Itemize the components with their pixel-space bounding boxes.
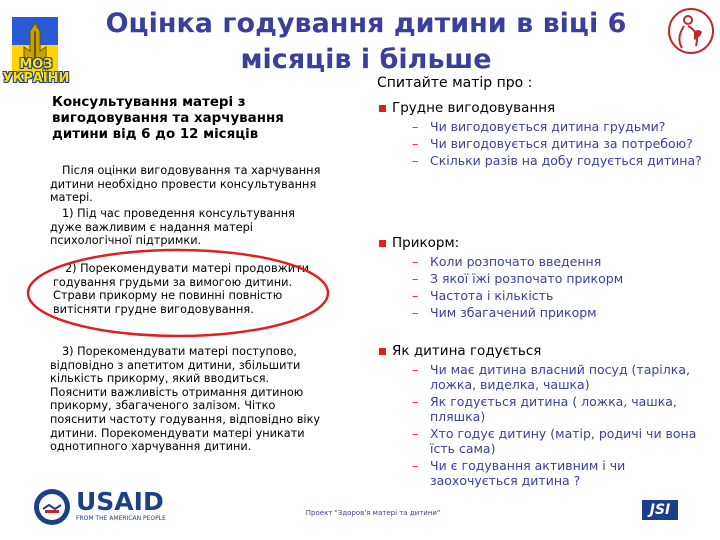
project-footer: Проект "Здоров'я матері та дитини" bbox=[305, 509, 441, 517]
dash-icon: – bbox=[412, 362, 419, 377]
usaid-seal-icon bbox=[33, 488, 71, 526]
dash-icon: – bbox=[412, 288, 419, 303]
section-title: Як дитина годується bbox=[392, 343, 542, 359]
list-item bbox=[392, 153, 712, 168]
list-item-text: Чи має дитина власний посуд (тарілка, ложка, виделка, чашка) bbox=[430, 362, 690, 392]
dash-icon: – bbox=[412, 153, 419, 168]
list-item-text: Чи вигодовується дитина грудьми? bbox=[430, 119, 666, 134]
mother-child-logo-icon bbox=[666, 6, 716, 56]
list-item bbox=[392, 271, 712, 286]
paragraph-3-text: 3) Порекомендувати матері поступово, відповідно з апетитом дитини, збільшити кількість прикорму, який вводиться. Пояснити важливість отримання дитиною прикорму, збагаченого залізом. Чітко пояснити частоту годування, відповідно віку дитини. Порекомендувати матері уникати однотипного харчування дитини. bbox=[50, 345, 321, 454]
right-heading: Спитайте матір про : bbox=[377, 75, 533, 91]
section-complementary-food bbox=[392, 235, 712, 320]
paragraph-1 bbox=[50, 207, 330, 248]
dash-icon: – bbox=[412, 271, 419, 286]
highlight-oval bbox=[24, 246, 332, 340]
list-item-text: Чи є годування активним і чи заохочується дитина ? bbox=[430, 458, 626, 488]
jsi-logo: JSI bbox=[642, 500, 678, 520]
dash-icon: – bbox=[412, 458, 419, 473]
square-bullet-icon bbox=[379, 105, 386, 112]
moz-label-line1: МОЗ bbox=[19, 57, 53, 72]
list-item bbox=[392, 458, 712, 488]
list-item-text: Чи вигодовується дитина за потребою? bbox=[430, 136, 693, 151]
list-item bbox=[392, 362, 712, 392]
moz-label bbox=[0, 58, 72, 86]
section-breastfeeding bbox=[392, 100, 712, 168]
list-item bbox=[392, 305, 712, 320]
list-item bbox=[392, 426, 712, 456]
dash-icon: – bbox=[412, 254, 419, 269]
dash-icon: – bbox=[412, 136, 419, 151]
usaid-logo-text: USAID bbox=[76, 487, 164, 516]
square-bullet-icon bbox=[379, 240, 386, 247]
square-bullet-icon bbox=[379, 348, 386, 355]
list-item bbox=[392, 254, 712, 269]
dash-icon: – bbox=[412, 119, 419, 134]
section-how-child-fed bbox=[392, 343, 712, 488]
list-item bbox=[392, 119, 712, 134]
list-item-text: Як годується дитина ( ложка, чашка, пляшка) bbox=[430, 394, 677, 424]
list-item-text: Чим збагачений прикорм bbox=[430, 305, 597, 320]
dash-icon: – bbox=[412, 305, 419, 320]
dash-icon: – bbox=[412, 426, 419, 441]
list-item-text: Скільки разів на добу годується дитина? bbox=[430, 153, 702, 168]
paragraph-intro bbox=[50, 164, 330, 205]
list-item-text: З якої їжі розпочато прикорм bbox=[430, 271, 624, 286]
paragraph-2-text: 2) Порекомендувати матері продовжити годування грудьми за вимогою дитини. Страви прикорму не повинні повністю витісняти грудне вигодовування. bbox=[53, 262, 310, 316]
list-item-text: Хто годує дитину (матір, родичі чи вона їсть сама) bbox=[430, 426, 697, 456]
page-title: Оцінка годування дитини в віці 6 місяців і більше bbox=[105, 8, 627, 75]
list-item-text: Коли розпочато введення bbox=[430, 254, 602, 269]
paragraph-3 bbox=[50, 345, 325, 454]
list-item-text: Частота і кількість bbox=[430, 288, 554, 303]
list-item bbox=[392, 288, 712, 303]
usaid-tagline: FROM THE AMERICAN PEOPLE bbox=[76, 515, 166, 522]
paragraph-1-text: 1) Під час проведення консультування дуже важливим є надання матері психологічної підтримки. bbox=[50, 207, 295, 248]
paragraph-intro-text: Після оцінки вигодовування та харчування дитини необхідно провести консультування матері. bbox=[50, 164, 321, 205]
list-item bbox=[392, 394, 712, 424]
left-heading: Консультування матері з вигодовування та харчування дитини від 6 до 12 місяців bbox=[52, 95, 284, 142]
section-title: Грудне вигодовування bbox=[392, 100, 556, 116]
section-title: Прикорм: bbox=[392, 235, 460, 251]
dash-icon: – bbox=[412, 394, 419, 409]
list-item bbox=[392, 136, 712, 151]
moz-label-line2: УКРАЇНИ bbox=[2, 71, 70, 86]
